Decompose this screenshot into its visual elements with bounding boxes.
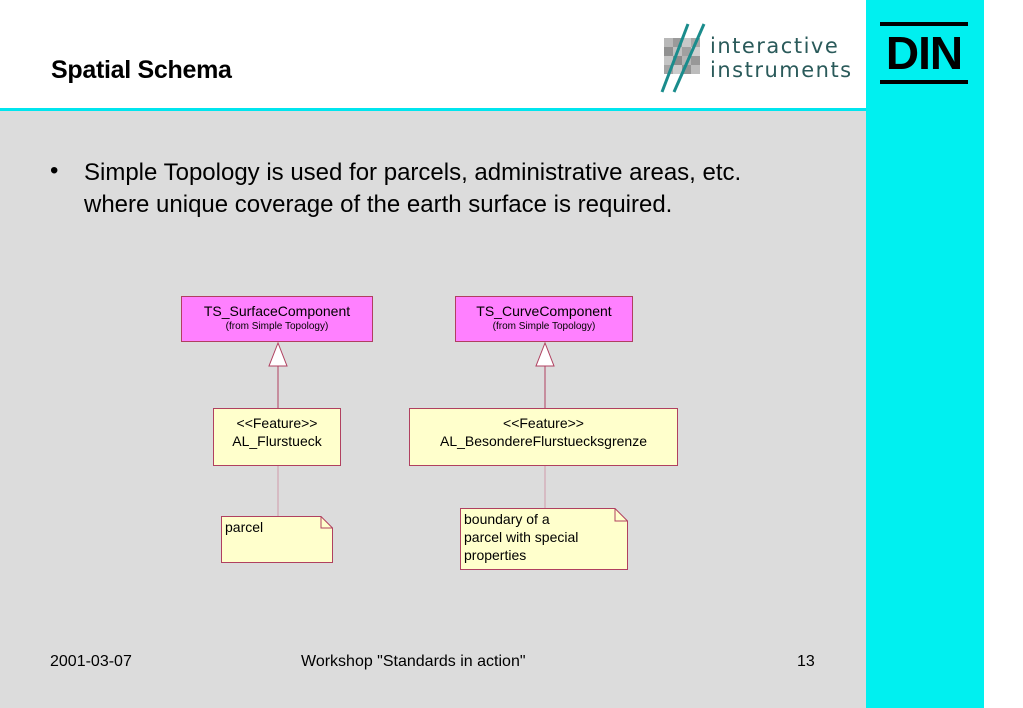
footer-page-number: 13 bbox=[797, 653, 815, 670]
footer-date: 2001-03-07 bbox=[50, 653, 132, 670]
class-name: AL_BesondereFlurstuecksgrenze bbox=[439, 433, 647, 449]
class-name: TS_CurveComponent bbox=[476, 303, 612, 319]
bullet-marker: • bbox=[50, 157, 59, 184]
ii-logo-line1: interactive bbox=[710, 34, 840, 58]
class-ts-curvecomponent bbox=[455, 296, 633, 342]
class-name: TS_SurfaceComponent bbox=[203, 303, 351, 319]
note-boundary bbox=[460, 508, 628, 570]
footer-event: Workshop "Standards in action" bbox=[301, 653, 526, 670]
bullet-text: Simple Topology is used for parcels, administrative areas, etc. where unique coverage of the earth surface is required. bbox=[84, 159, 742, 218]
generalization-arrow-surface bbox=[269, 343, 287, 366]
class-package: (from Simple Topology) bbox=[492, 321, 596, 332]
note-line-2: parcel with special bbox=[464, 529, 579, 545]
class-al-flurstueck bbox=[213, 408, 341, 466]
ii-logo-line2: instruments bbox=[710, 58, 853, 82]
class-al-besondereflurstuecksgrenze bbox=[409, 408, 678, 466]
note-line-1: boundary of a bbox=[464, 511, 550, 527]
class-stereotype: <<Feature>> bbox=[503, 415, 584, 431]
note-line-3: properties bbox=[464, 547, 527, 563]
class-ts-surfacecomponent bbox=[181, 296, 373, 342]
note-text: parcel bbox=[225, 519, 264, 535]
class-name: AL_Flurstueck bbox=[232, 433, 322, 449]
generalization-arrow-curve bbox=[536, 343, 554, 366]
din-logo-text: DIN bbox=[885, 27, 963, 79]
class-stereotype: <<Feature>> bbox=[236, 415, 318, 431]
note-parcel bbox=[221, 516, 333, 563]
class-package: (from Simple Topology) bbox=[225, 321, 329, 332]
slide-title: Spatial Schema bbox=[51, 56, 232, 84]
